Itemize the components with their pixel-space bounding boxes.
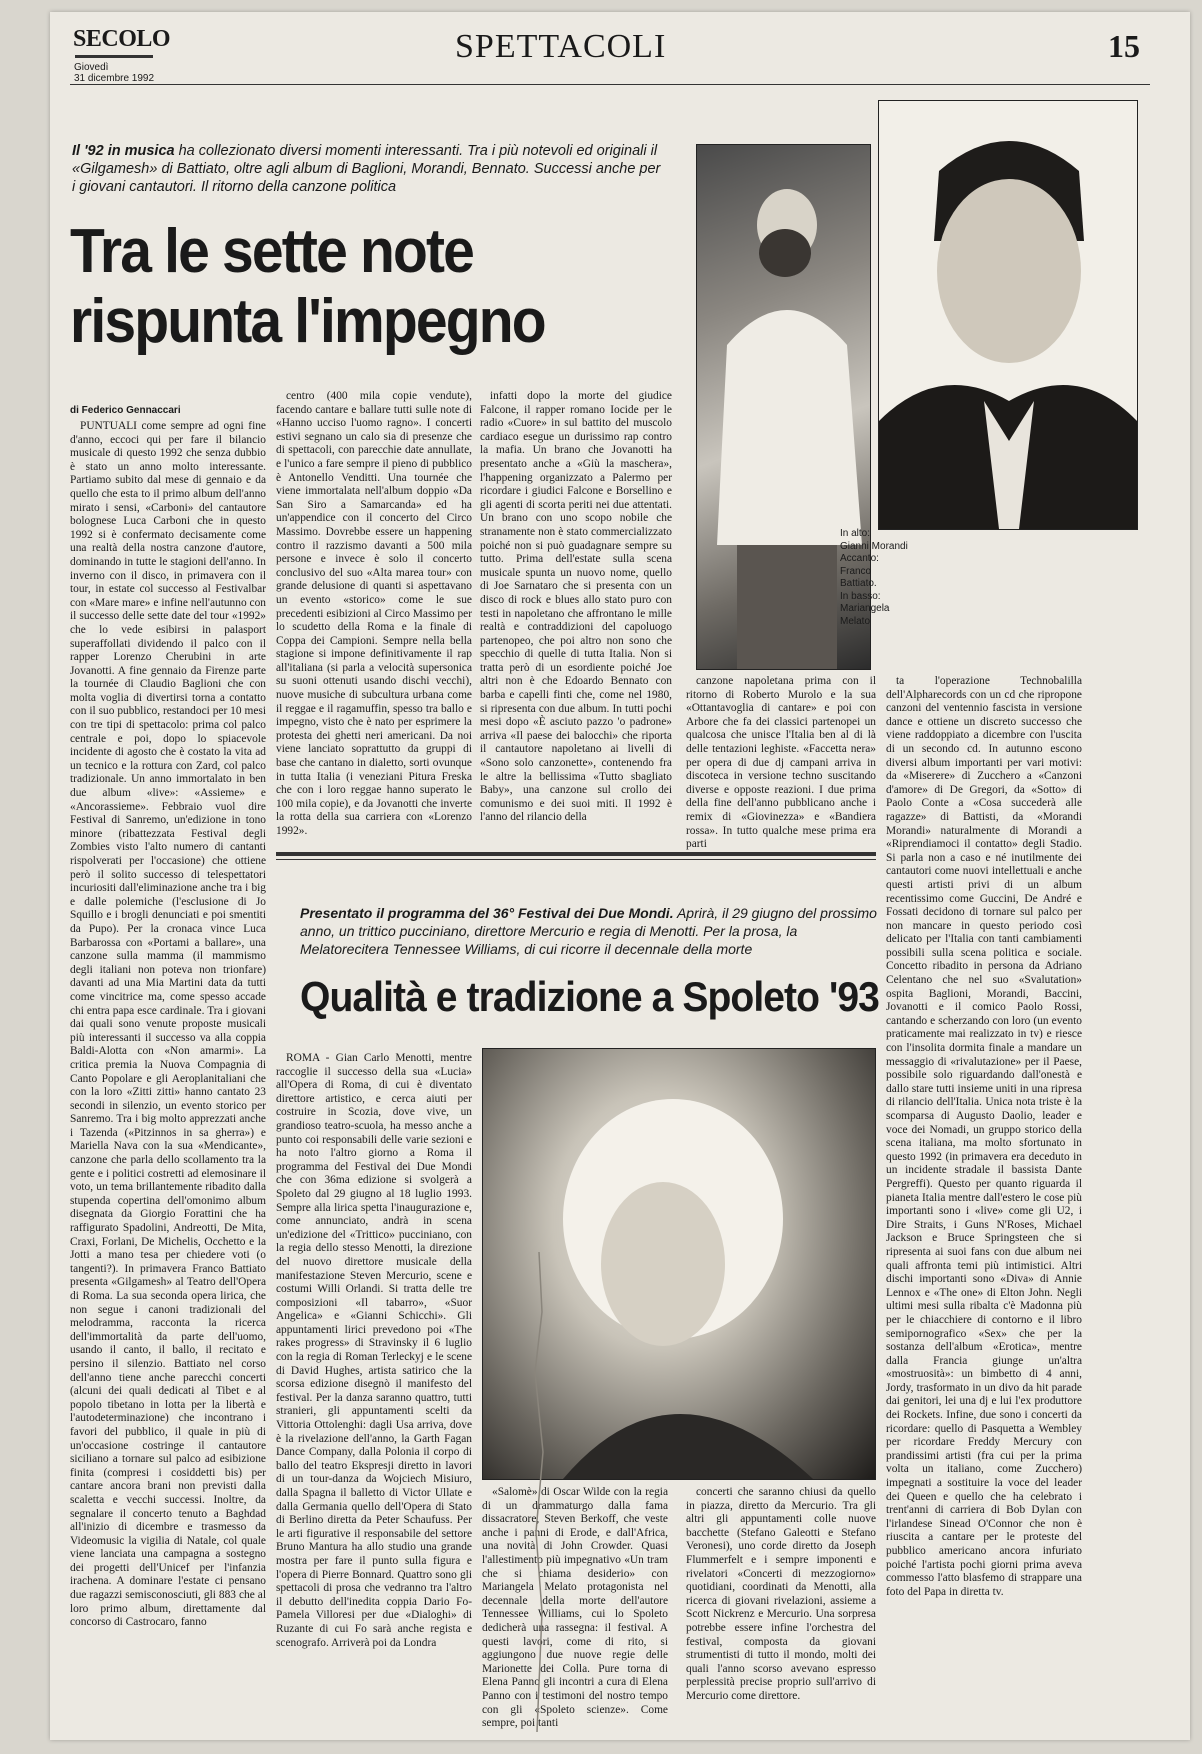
article2-column-3	[686, 1486, 876, 1716]
article1-col5-text: ta l'operazione Technobalilla dell'Alpharecords con un cd che ripropone canzoni del ventennio fascista in versione dance e ottiene un discreto successo che viene raddoppiato a dicembre con l'uscita di un secondo cd. In autunno escono diversi album importanti per vari motivi: da «Miserere» di Zucchero a «Canzoni d'amore» di De Gregori, da «Sotto» di Paolo Conte a «Cosa succederà alle ragazze» di Battisti, da «Morandi Morandi» naturalmente di Morandi a «Riprendiamoci il contatto» degli Stadio. Si parla non a caso e né inutilmente dei cantautori come nuovi intellettuali e anche questi artisti privi di un album recentissimo come Guccini, De André e Fossati decidono di tornare sul palco per non mancare in questo periodo così delicato per l'Italia con tanti cambiamenti possibili sulla scena politica e sociale. Concetto ribadito in persona da Adriano Celentano che nel suo «Svalutation» ospita Baglioni, Morandi, Baccini, Jovanotti e il comico Paolo Rossi, cantando e scherzando con loro (un evento praticamente mai realizzato in tv) e riesce con l'insolita dormita finale a mandare un messaggio di «rivalutazione» per il Paese, possibile solo riguardando dall'onestà e dallo stare tutti insieme uniti in una ripresa di rilancio dell'Italia. Unica nota triste è la scomparsa di Augusto Daolio, leader e voce dei Nomadi, un gruppo storico della scena italiana, ma molto sfortunato in questo 1992 (in primavera era deceduto in un incidente stradale il bassista Dante Pergreffi). Questo per quanto riguarda il pianeta Italia mentre dall'estero le cose più importanti sono i «live» come gli U2, i Dire Straits, i Guns N'Roses, Michael Jackson e Bruce Springsteen che si ripresenta ai suoi fans con due album nei quali affronta temi più intimistici. Altri dischi importanti sono «Diva» di Annie Lennox e «The one» di Elton John. Negli ultimi mesi sulla ribalta c'è Madonna più per le chiacchiere di contorno e il libro semipornografico «Sex» che per la sostanza dell'album «Erotica», mentre dalla Francia giunge un'altra «mostruosità»: un bimbetto di 4 anni, Jordy, trasformato in un divo da hit parade dai genitori, lei una dj e lui l'ex produttore dei Rockets. Infine, due sono i concerti da ricordare: quello di Pasquetta a Wembley per ricordare Freddy Mercury con prandissimi artisti (fra cui per la prima volta un italiano, come Zucchero) impegnati a sostituire la voce del leader dei Queen e quello che ha celebrato i trent'anni di carriera di Bob Dylan con l'irlandese Sinead O'Connor che non è riuscita a cantare per le proteste del pubblico americano ancora infuriato poiché l'artista pochi giorni prima aveva commesso l'atto blasfemo di strappare una foto del Papa in diretta tv.	[886, 675, 1082, 1598]
caption-line: Accanto:	[840, 553, 879, 564]
caption-line: In alto:	[840, 528, 871, 539]
article1-col1-text: PUNTUALI come sempre ad ogni fine d'anno, eccoci qui per fare il bilancio musicale di questo 1992 che senza dubbio è stato un anno molto interessante. Partiamo subito dal mese di gennaio e da quello che esta to il primo album dell'anno mirato i sensi, «Carboni» del cantautore bolognese Luca Carboni che in questo 1992 si è confermato decisamente come una realtà della nostra canzone d'autore, dominando in tutte le stagioni dell'anno. In inverno con il disco, in primavera con il tour, in estate col successo al Festivalbar con «Mare mare» e infine nell'autunno con il successo delle sette date del tour «1992» che lo vede esibirsi in palasport superaffollati dividendo il palco con il rapper Lorenzo Cherubini in arte Jovanotti. A fine gennaio da Firenze parte la tournée di Claudio Baglioni che con molta voglia di divertirsi torna a contatto con il suo pubblico, restandoci per 10 mesi con tre tipi di spettacolo: prima col palco centrale e poi, dopo lo spiacevole incidente di agosto che è costato la vita ad un tecnico e la rottura con Zard, col palco tradizionale. Un anno immortalato in ben due album «live»: «Assieme» e «Ancorassieme». Febbraio vuol dire Festival di Sanremo, un'edizione in tono minore (ribattezzata Festival degli Zombies visto l'alto numero di cantanti rispolverati per l'occasione) che ottiene però il solito successo di telespettatori incuriositi dall'eliminazione anche tra i big e dalle polemiche (l'esclusione di Jo Squillo e i brogli denunciati e poi smentiti da Pupo). Per la cronaca vince Luca Barbarossa con «Portami a ballare», una canzone sulla mamma (il mammismo degli italiani non poteva non trionfare) davanti ad una Mia Martini data da tutti come vincitrice ma, come spesso accade chi entra papa esce cardinale. Tra i giovani dai quali sono venute proposte musicali più interessanti il successo va alla coppia Baldi-Alotta con «Non amarmi». La critica premia la Nuova Compagnia di Canto Popolare e gli Aeroplanitaliani che con la loro «Zitti zitti» hanno cantato 23 secondi in silenzio, un evento storico per Sanremo. Tra i big molto apprezzati anche i Tazenda («Pitzinnos in sa gherra») e Mariella Nava con la sua «Mendicante», canzone che parla dello scollamento tra la gente e i politici costretti ad elemosinare il voto, un tema brillantemente ribadito dalla stupenda copertina dell'omonimo album disegnata da Giorgio Forattini che ha raffigurato Spadolini, Andreotti, De Mita, Craxi, Forlani, De Michelis, Occhetto e la Jotti a mano tesa per chiedere voti (o tangenti?). In primavera Franco Battiato presenta «Gilgamesh» al Teatro dell'Opera di Roma. La sua seconda opera lirica, che non segue i canoni tradizionali del melodramma, racconta la ricerca dell'immortalità da parte dell'uomo, usando il canto, il ballo, il recitato e persino il silenzio. Battiato nel corso dell'anno tiene anche parecchi concerti (alcuni dei quali dedicati al Tibet e al popolo tibetano in lotta per la libertà e l'autodeterminazione) che incontrano i favori del pubblico, il quale in più di un'occasione costringe il cantautore siciliano a tornare sul palco ad esibizione finita (compresi i cosiddetti bis) per cantare ancora brani non previsti dalla scaletta e vecchi successi. Inoltre, da segnalare il concerto tenuto a Baghdad all'inizio di dicembre e trasmesso da Videomusic la vigilia di Natale, col quale viene lanciata una campagna a sostegno dei progetti dell'Unicef per l'infanzia irachena. A dominare l'estate ci pensano due ragazzi semisconosciuti, gli 883 che al loro primo album, direttamente dal concorso di Castrocaro, fanno	[70, 420, 266, 1629]
article2-kicker	[300, 904, 880, 958]
paper-tear	[530, 1252, 548, 1732]
article1-headline-line1: Tra le sette note	[70, 217, 474, 286]
article1-column-2	[276, 390, 472, 837]
article1-col2-text: centro (400 mila copie vendute), facendo cantare e ballare tutti sulle note di «Hanno ucciso l'uomo ragno». I concerti estivi segnano un calo sia di presenze che di spettacoli, con parecchie date annullate, e l'unico a fare sempre il pieno di pubblico è Antonello Venditti. Una tournée che viene immortalata nell'album doppio «Da San Siro a Samarcanda» ed ha un'appendice con il concerto del Circo Massimo. Dovrebbe essere un happening contro il razzismo davanti a 500 mila persone e invece è solo il concerto conclusivo del suo «Alta marea tour» con grande delusione di quanti si aspettavano un evento «storico» come le sue precedenti esibizioni al Circo Massimo per lo scudetto della Roma e la finale di Coppa dei Campioni. Sempre nella bella stagione si impone definitivamente il rap all'italiana (si parla a velocità supersonica su suoni ottenuti usando dischi vecchi), nuove musiche di subcultura urbana come il reggae e il ragamuffin, spesso tra ballo e impegno, visto che è nato per esprimere la protesta dei ghetti neri americani. Da noi viene lanciato soprattutto da gruppi di base che cantano in dialetto, sorti ovunque in tutta Italia (i veneziani Pitura Freska che con i loro reggae hanno superato le 100 mila copie), e da Jovanotti che inverte la rotta della sua carriera con «Lorenzo 1992».	[276, 390, 472, 837]
article1-column-4	[686, 675, 876, 851]
byline: di Federico Gennaccari	[70, 405, 181, 416]
article1-column-1	[70, 420, 266, 1720]
article2-kicker-bold: Presentato il programma del 36° Festival dei Due Mondi.	[300, 905, 674, 921]
caption-line: Battiato.	[840, 578, 877, 589]
date-weekday: Giovedì	[74, 62, 109, 73]
caption-line: In basso:	[840, 590, 881, 602]
article-divider-thin	[276, 859, 876, 860]
article1-kicker	[72, 142, 662, 196]
article2-col1-text: ROMA - Gian Carlo Menotti, mentre raccoglie il successo della sua «Lucia» all'Opera di Roma, di cui è diventato direttore artistico, e cerca aiuti per costruire in Scozia, dove vive, un grandioso teatro-scuola, ha messo anche a punto coi responsabili delle varie sezioni e ha noto l'altro giorno a Roma il programma del Festival dei Due Mondi che con 36ma edizione si svolgerà a Spoleto dal 29 giugno al 18 luglio 1993. Sempre alla lirica spetta l'inaugurazione e, come annunciato, andrà in scena un'edizione del «Trittico» pucciniano, con la regia dello stesso Menotti, la direzione del nuovo direttore musicale della manifestazione Steven Mercurio, scene e costumi Willi Orlandi. Si tratta delle tre composizioni «Il tabarro», «Suor Angelica» e «Gianni Schicchi». Gli appuntamenti lirici prevedono poi «The rakes progress» di Stravinsky il 6 luglio con la regia di Roman Terleckyj e le scene di David Hughes, artista satirico che la scorsa edizione disegnò il manifesto del festival. Per la danza saranno quattro, tutti stranieri, gli appuntamenti scelti da Vittoria Ottolenghi: dagli Usa arriva, dove è la rivelazione dell'anno, la Garth Fagan Dance Company, dalla Polonia il corpo di ballo del teatro Ekspresji diretto in lavori di un tour-danza da Wojciech Misiuro, dalla Spagna il balletto di Victor Ullate e dalla Germania quello dell'Opera di Stato di Berlino diretta da Peter Schaufuss. Per le arti figurative il responsabile del settore Bruno Mantura ha allo studio una grande mostra per fare il punto sulla figura e l'opera di Pierre Bonnard. Quattro sono gli spettacoli di prosa che vedranno tra l'altro il debutto dell'inedita coppia Dario Fo-Pamela Villoresi per due «Dialoghi» di Ruzante di cui Fo sarà anche regista e scenografo. Arriverà poi da Londra	[276, 1052, 472, 1649]
newspaper-page	[50, 12, 1190, 1740]
article2-col3-text: concerti che saranno chiusi da quello in piazza, diretto da Mercurio. Tra gli altri gli appuntamenti colle nuove bacchette (Stefano Galeotti e Stefano Veronesi), uno corde diretto da Joseph Flummerfelt e i sempre imponenti e rivelatori «Concerti di mezzogiorno» quotidiani, coordinati da Menotti, alla ricerca di giovani rivelazioni, assieme a Scott Nickrenz e Mercurio. Una sorpresa potrebbe essere infine l'orchestra del festival, composta da giovani strumentisti di tutto il mondo, molti dei quali l'anno scorso avevano espresso perplessità precise proprio sull'arrivo di Mercurio come direttore.	[686, 1486, 876, 1702]
page-number: 15	[1108, 28, 1140, 64]
photo-gianni-morandi	[878, 100, 1138, 530]
article1-col4-text: canzone napoletana prima con il ritorno di Roberto Murolo e la sua «Ottantavoglia di cantare» e poi con Arbore che fa dei classici partenopei un qualcosa che unisce l'Italia ben al di là delle tentazioni leghiste. «Faccetta nera» per opera di due dj campani arriva in discoteca in versione techno suscitando diverse e opposte reazioni. I due prima della fine dell'anno pubblicano anche i remix di «Giovinezza» e «Bandiera rossa». In tutto qualche mese prima era parti	[686, 675, 876, 851]
article2-col2-text: «Salomè» di Oscar Wilde con la regia di un drammaturgo dalla fama dissacratore, Steven Berkoff, che veste anche i panni di Erode, e dall'Africa, una novità di John Crowder. Quasi l'allestimento più impegnativo «Un tram che si chiama desiderio» con Mariangela Melato protagonista nel decennale della morte dell'autore Tennessee Williams, cui lo Spoleto dedicherà una rassegna: il festival. A questi lavori, come di rito, si aggiungono due nuove regie delle Marionette dei Colla. Pure torna di Elena Panno gli incontri a cura di Elena Panno con i testimoni del nostro tempo con gli «Spoleto scienze». Come sempre, poi tanti	[482, 1486, 668, 1730]
article2-headline: Qualità e tradizione a Spoleto '93	[300, 973, 879, 1020]
article1-kicker-text: ha collezionato diversi momenti interessanti. Tra i più notevoli ed originali il «Gilgamesh» di Battiato, oltre agli album di Baglioni, Morandi, Bennato. Successi anche per i giovani cantautori. Il ritorno della canzone politica	[72, 143, 661, 195]
section-title: SPETTACOLI	[455, 28, 667, 65]
caption-line: Gianni Morandi	[840, 540, 908, 552]
caption-line: Franco	[840, 565, 872, 577]
masthead: SECOLO	[73, 26, 171, 52]
article1-kicker-bold: Il '92 in musica	[72, 143, 175, 159]
article1-column-5	[886, 675, 1082, 1695]
article1-col3-text: infatti dopo la morte del giudice Falcone, il rapper romano Iocide per le radio «Cuore» in sul battito del muscolo cardiaco esegue un durissimo rap contro la mafia. Un brano che Jovanotti ha presentato anche a «Giù la maschera», l'happening organizzato a Palermo per ricordare i giudici Falcone e Borsellino e gli agenti di scorta periti nei due attentati. Un brano con uno scopo nobile che stranamente non è stato commercializzato poiché non si può guadagnare sempre su tutto. Prima dell'estate sulla scena musicale spunta un nuovo nome, quello di Joe Sarnataro che si presenta con un disco di rock e blues allo stato puro con testi in napoletano che affrontano le mille realtà e contraddizioni del capoluogo partenopeo, che poi altro non sono che specchio di quelle di tutta Italia. Non si tratta però di un esordiente poiché Joe altri non è che Edoardo Bennato con barba e capelli finti che, come nel 1980, si ripresenta con due album. In tutti pochi mesi dopo «È asciuto pazzo 'o padrone» arriva «Il paese dei balocchi» che riporta il cantautore napoletano ai livelli di «Sono solo canzonette», contenendo fra le altre la bellissima «Tutto sbagliato Baby», una canzone sul crollo dei comunismo e dei suoi miti. Il 1992 è l'anno del rilancio della	[480, 390, 672, 824]
article2-column-1	[276, 1052, 472, 1712]
masthead-rule	[75, 55, 153, 58]
article1-column-3	[480, 390, 672, 830]
article-divider	[276, 852, 876, 856]
article1-headline	[70, 217, 622, 357]
page-header	[70, 22, 1150, 85]
article2-column-2	[482, 1486, 668, 1730]
caption-line: Melato	[840, 615, 871, 627]
date-line	[74, 62, 154, 84]
morandi-figure	[879, 101, 1137, 529]
date-full: 31 dicembre 1992	[74, 73, 155, 84]
photo-caption	[840, 528, 940, 628]
article2-kicker-text: Aprirà, il 29 giugno del prossimo anno, un trittico pucciniano, direttore Mercurio e regia di Menotti. Per la prosa, la Melatorecitera Tennessee Williams, di cui ricorre il decennale della morte	[300, 905, 877, 957]
caption-line: Mariangela	[840, 603, 890, 614]
article1-headline-line2: rispunta l'impegno	[70, 287, 545, 356]
